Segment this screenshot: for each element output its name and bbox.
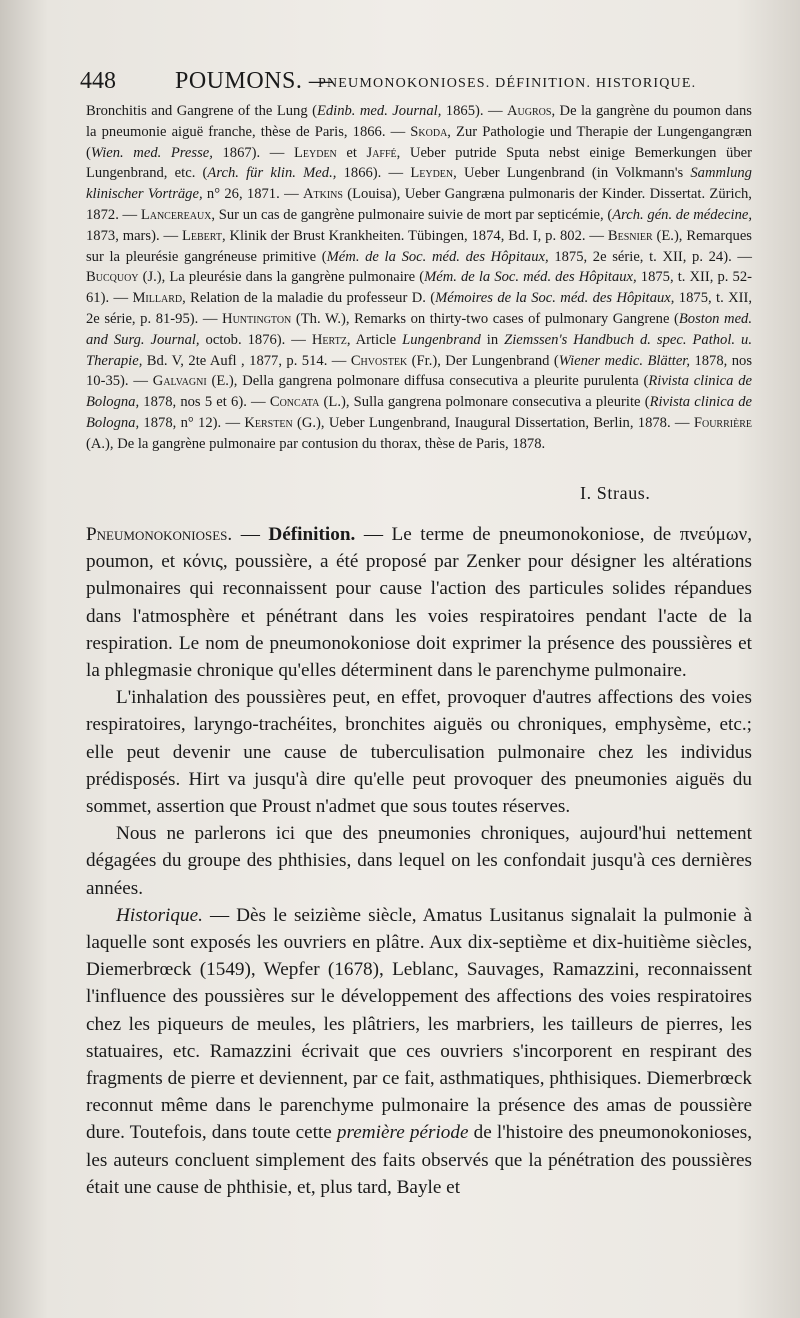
text-run: Bronchitis and Gangrene of the Lung ( <box>86 103 317 119</box>
italic-text: Wien. med. Presse, <box>90 144 213 161</box>
author-name: Concata <box>269 394 320 411</box>
author-name: Millard <box>132 290 183 307</box>
italic-text: Mém. de la Soc. méd. des Hôpitaux, <box>326 248 549 265</box>
text-run: (L.), Sulla gangrena polmonare consecutiva a pleurite ( <box>319 394 650 411</box>
text-run: in <box>480 331 505 348</box>
paragraph-definition <box>86 521 752 684</box>
text-run: — <box>232 524 269 545</box>
text-run: 1878, n° 12). — <box>139 414 245 431</box>
page-number: 448 <box>80 68 116 94</box>
text-run: (E.), Remarques sur la pleurésie gangréneuse primitive ( <box>86 227 752 265</box>
paragraph-inhalation <box>86 684 752 820</box>
text-run: L'inhalation des poussières peut, en effet, provoquer d'autres affections des voies respiratoires, laryngo-trachéites, bronchites aiguës ou chroniques, emphysème, etc.; elle peut devenir une cause de tuberculisation pulmonaire chez les individus prédisposés. Hirt va jusqu'à dire qu'elle peut provoquer des pneumonies aiguës du sommet, assertion que Proust n'admet que sous toutes réserves. <box>86 687 752 818</box>
text-run: (Th. W.), Remarks on thirty-two cases of pulmonary Gangrene ( <box>291 310 679 327</box>
main-text <box>86 521 752 1201</box>
author-name: Lancereaux <box>140 206 212 223</box>
italic-text: Lungenbrand <box>402 331 481 348</box>
text-run: , Klinik der Brust Krankheiten. Tübingen, 1874, Bd. I, p. 802. — <box>221 227 608 244</box>
author-name: Skoda <box>410 123 448 140</box>
section-heading: Définition. <box>268 524 356 545</box>
text-run: , Zur Pathologie und Therapie der Lungengangræn ( <box>86 123 752 161</box>
text-run: 1878, nos 10-35). — <box>86 352 753 390</box>
author-name: Jaffé <box>366 144 397 161</box>
italic-text: Boston med. and Surg. Journal, <box>86 310 752 348</box>
italic-text: première période <box>336 1122 469 1144</box>
page-header <box>80 68 760 102</box>
italic-text: Rivista clinica de Bologna, <box>86 394 752 431</box>
italic-text: Historique. <box>116 904 203 926</box>
text-run: Bd. V, 2te Aufl , 1877, p. 514. — <box>142 352 351 369</box>
italic-text: Sammlung klinischer Vorträge, <box>86 165 752 203</box>
text-run: , De la gangrène du poumon dans la pneumonie aiguë franche, thèse de Paris, 1866. — <box>86 103 752 140</box>
text-run: (J.), La pleurésie dans la gangrène pulmonaire ( <box>138 269 425 286</box>
text-run: 1875, t. XII, 2e série, p. 81-95). — <box>86 290 752 327</box>
author-name: Bucquoy <box>86 269 139 286</box>
text-run: 1867). — <box>212 144 294 161</box>
text-run: , Ueber putride Sputa nebst einige Bemerkungen über Lungenbrand, etc. ( <box>86 144 752 182</box>
text-run: (E.), Della gangrena polmonare diffusa consecutiva a pleurite purulenta ( <box>206 373 649 390</box>
text-run: 1865). — <box>441 103 507 119</box>
italic-text: Mémoires de la Soc. méd. des Hôpitaux, <box>435 290 675 307</box>
italic-text: Wiener medic. Blätter, <box>558 352 691 369</box>
text-run: , Relation de la maladie du professeur D. ( <box>182 290 436 307</box>
italic-text: Rivista clinica de Bologna, <box>86 373 752 411</box>
text-run: 1873, mars). — <box>86 227 182 244</box>
text-run: octob. 1876). — <box>199 331 312 348</box>
bibliography-block <box>86 101 752 455</box>
author-name: Hertz <box>311 331 347 348</box>
text-run: 1875, t. XII, p. 52-61). — <box>86 269 752 307</box>
text-run: , Article <box>346 331 403 348</box>
italic-text: Ziemssen's Handbuch d. spec. Pathol. u. Therapie, <box>86 331 752 369</box>
text-run: Nous ne parlerons ici que des pneumonies chroniques, aujourd'hui nettement dégagées du groupe des phthisies, dans lequel on les confondait jusqu'à ces dernières années. <box>86 823 752 899</box>
text-run: (Fr.), Der Lungenbrand ( <box>407 352 559 369</box>
text-run: , Sur un cas de gangrène pulmonaire suivie de mort par septicémie, ( <box>211 206 613 223</box>
italic-text: Arch. gén. de médecine, <box>612 206 753 223</box>
author-name: Galvagni <box>152 373 207 390</box>
text-run: 1866). — <box>336 165 411 182</box>
author-name: Augros <box>507 103 552 119</box>
italic-text: Arch. für klin. Med., <box>207 165 337 182</box>
author-name: Lebert <box>181 227 222 244</box>
text-run: n° 26, 1871. — <box>202 186 303 203</box>
author-name: Atkins <box>302 186 343 203</box>
author-name: Pneumonokonioses. <box>86 524 233 545</box>
text-run: — Dès le seizième siècle, Amatus Lusitanus signalait la pulmonie à laquelle sont exposés les ouvriers en plâtre. Aux dix-septième et dix-huitième siècles, Diemerbrœck (1549), Wepfer (1678), Leblanc, Sauvages, Ramazzini, reconnaissent l'influence des poussières sur le développement des affections des voies respiratoires chez les piqueurs de meules, les plâtriers, les marbriers, les tailleurs de pierres, les statuaires, etc. Ramazzini écrivait que ces ouvriers s'incorporent en respirant des fragments de pierre et deviennent, par ce fait, asthmatiques, phthisiques. Diemerbrœck reconnut même dans le parenchyme pulmonaire la présence des amas de poussière dure. Toutefois, dans toute cette <box>86 904 752 1144</box>
author-name: Leyden <box>410 165 454 182</box>
author-name: Leyden <box>293 144 337 161</box>
author-name: Chvostek <box>350 352 408 369</box>
italic-text: Edinb. med. Journal, <box>316 103 442 119</box>
text-run: , Ueber Lungenbrand (in Volkmann's <box>453 165 691 182</box>
italic-text: Mém. de la Soc. méd. des Hôpitaux, <box>424 269 637 286</box>
author-signature: I. Straus. <box>580 483 651 503</box>
text-run: 1878, nos 5 et 6). — <box>139 394 270 411</box>
paragraph-scope <box>86 820 752 902</box>
text-run: (G.), Ueber Lungenbrand, Inaugural Dissertation, Berlin, 1878. — <box>292 414 694 431</box>
text-run: — Le terme de pneumonokoniose, de πνεύμων, poumon, et κόνις, poussière, a été proposé par Zenker pour désigner les altérations pulmonaires qui reconnaissent pour cause l'action des particules solides répandues dans l'atmosphère et pénétrant dans les voies respiratoires pendant l'acte de la respiration. Le nom de pneumonokoniose doit exprimer la présence des poussières et la phlegmasie chronique qu'elles déterminent dans le parenchyme pulmonaire. <box>86 524 753 682</box>
running-subtitle: PNEUMONOKONIOSES. DÉFINITION. HISTORIQUE. <box>318 76 697 91</box>
author-name: Fourrière <box>693 414 752 431</box>
text-run: de l'histoire des pneumonokonioses, les auteurs concluent simplement des faits observés que la pénétration des poussières était une cause de phthisie, et, plus tard, Bayle et <box>86 1122 752 1198</box>
author-name: Kersten <box>244 414 293 431</box>
running-title: POUMONS. — <box>175 68 334 94</box>
bibliography-text <box>86 101 752 455</box>
author-name: Huntington <box>222 310 292 327</box>
text-run: 1875, 2e série, t. XII, p. 24). — <box>548 248 752 265</box>
text-run: et <box>336 144 367 161</box>
paragraph-historique <box>86 902 752 1201</box>
text-run: (A.), De la gangrène pulmonaire par contusion du thorax, thèse de Paris, 1878. <box>86 435 546 452</box>
text-run: (Louisa), Ueber Gangræna pulmonaris der Kinder. Dissertat. Zürich, 1872. — <box>86 186 752 223</box>
author-name: Besnier <box>607 227 653 244</box>
